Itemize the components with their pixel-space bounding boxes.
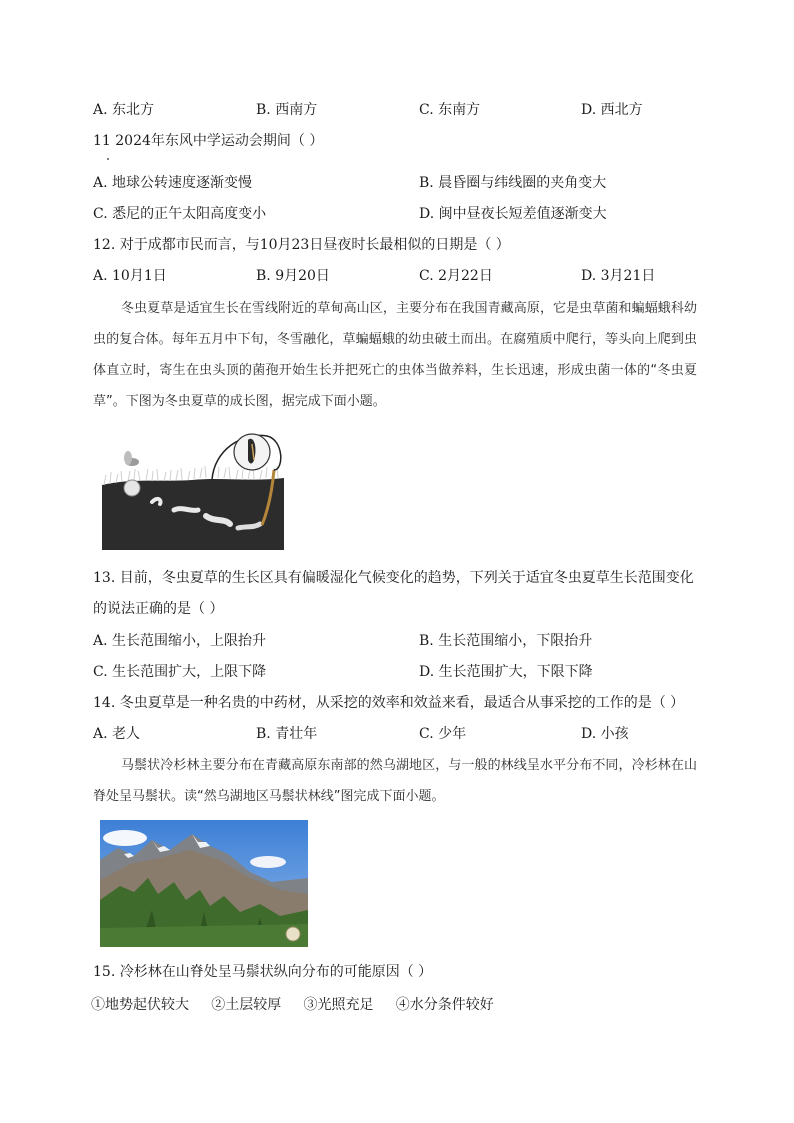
q13-option-d: D. 生长范围扩大，下限下降 xyxy=(419,664,593,680)
q15-stem: 15. 冷杉林在山脊处呈马鬃状纵向分布的可能原因（ ） xyxy=(93,964,433,980)
q10-option-c: C. 东南方 xyxy=(419,102,481,118)
q12-option-d: D. 3月21日 xyxy=(581,268,656,284)
ranwu-lake-treeline-photo xyxy=(100,820,308,947)
q10-option-a: A. 东北方 xyxy=(93,102,155,118)
q10-option-b: B. 西南方 xyxy=(256,102,318,118)
q15-statements: ①地势起伏较大 ②土层较厚 ③光照充足 ④水分条件较好 xyxy=(91,997,494,1013)
q11-stem: 11 2024年东风中学运动会期间（ ） xyxy=(93,133,324,149)
q10-option-d: D. 西北方 xyxy=(581,102,643,118)
q14-option-a: A. 老人 xyxy=(93,726,141,742)
passage-fir-forest: 马鬃状冷杉林主要分布在青藏高原东南部的然乌湖地区，与一般的林线呈水平分布不同，冷杉林在山脊处呈马鬃状。读“然乌湖地区马鬃状林线”图完成下面小题。 xyxy=(93,758,697,804)
q13-option-c: C. 生长范围扩大，上限下降 xyxy=(93,664,267,680)
q11-option-c: C. 悉尼的正午太阳高度变小 xyxy=(93,206,267,222)
q12-stem: 12. 对于成都市民而言，与10月23日昼夜时长最相似的日期是（ ） xyxy=(93,237,510,253)
stray-dot xyxy=(107,158,109,160)
q11-option-d: D. 闽中昼夜长短差值逐渐变大 xyxy=(419,206,607,222)
q14-option-b: B. 青壮年 xyxy=(256,726,318,742)
q11-option-b: B. 晨昏圈与纬线圈的夹角变大 xyxy=(419,175,607,191)
q11-option-a: A. 地球公转速度逐渐变慢 xyxy=(93,175,253,191)
q14-option-d: D. 小孩 xyxy=(581,726,629,742)
q12-option-a: A. 10月1日 xyxy=(93,268,167,284)
q12-option-b: B. 9月20日 xyxy=(256,268,330,284)
q12-option-c: C. 2月22日 xyxy=(419,268,493,284)
q14-option-c: C. 少年 xyxy=(419,726,467,742)
q13-option-a: A. 生长范围缩小，上限抬升 xyxy=(93,633,267,649)
q14-stem: 14. 冬虫夏草是一种名贵的中药材，从采挖的效率和效益来看，最适合从事采挖的工作的是（ ） xyxy=(93,695,685,711)
q13-option-b: B. 生长范围缩小，下限抬升 xyxy=(419,633,593,649)
passage-cordyceps: 冬虫夏草是适宜生长在雪线附近的草甸高山区，主要分布在我国青藏高原，它是虫草菌和蝙蝠蛾科幼虫的复合体。每年五月中下旬，冬雪融化，草蝙蝠蛾的幼虫破土而出。在腐殖质中爬行，等头向上爬到虫体直立时，寄生在虫头顶的菌孢开始生长并把死亡的虫体当做养料，生长迅速，形成虫菌一体的“冬虫夏草”。下图为冬虫夏草的成长图，据完成下面小题。 xyxy=(93,301,697,409)
q13-stem: 13. 目前，冬虫夏草的生长区具有偏暖湿化气候变化的趋势，下列关于适宜冬虫夏草生长范围变化的说法正确的是（ ） xyxy=(93,570,694,617)
cordyceps-growth-figure xyxy=(102,430,284,550)
